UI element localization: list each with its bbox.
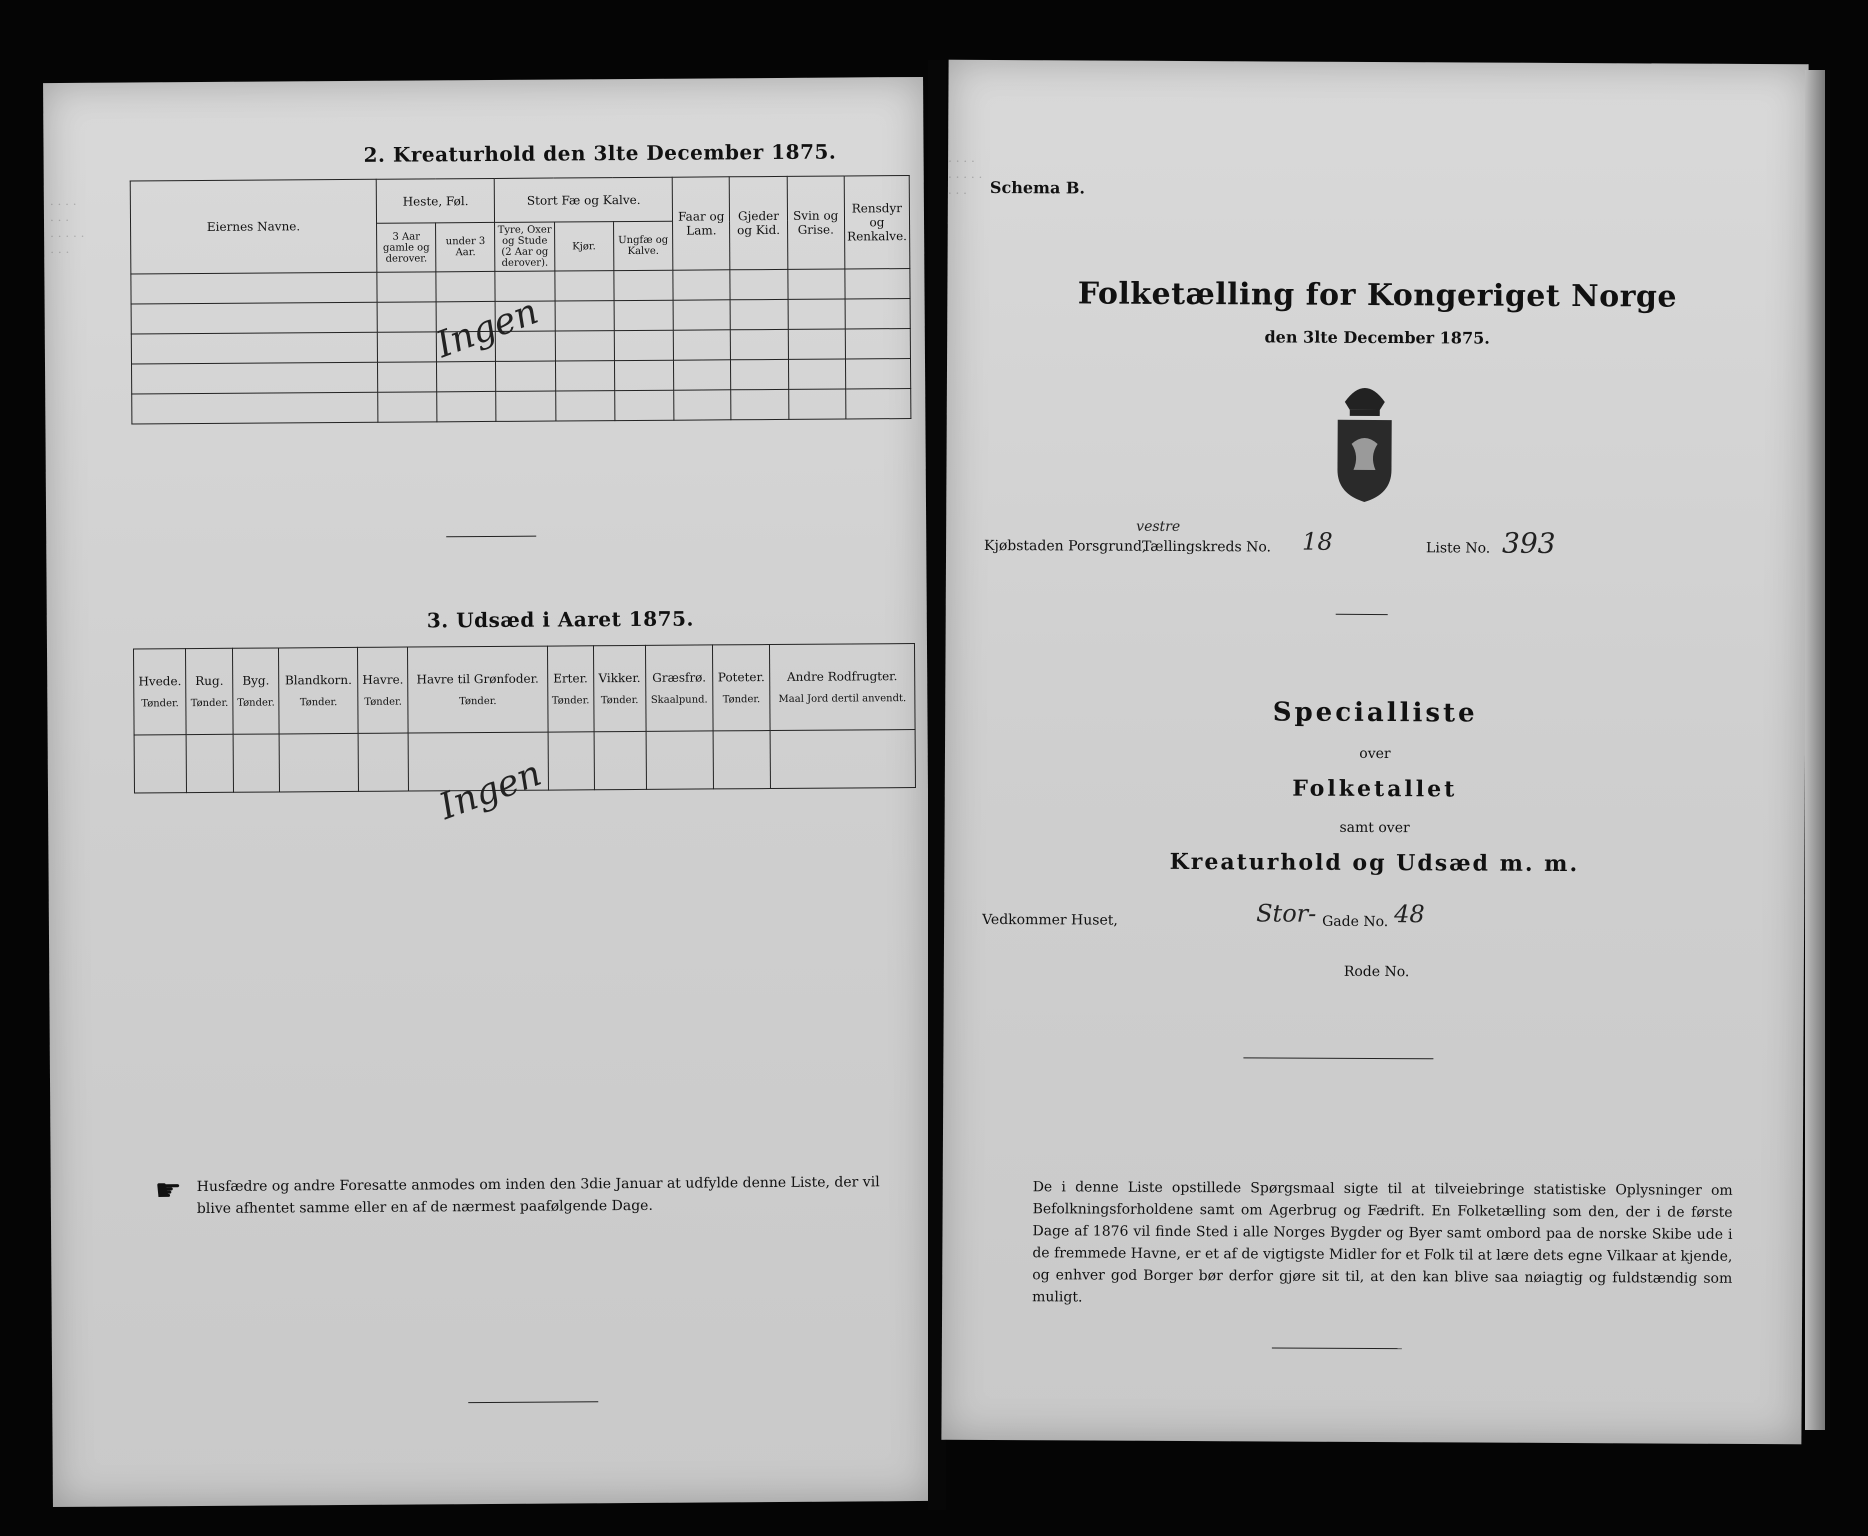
- seed-col-10: [769, 644, 915, 731]
- seed-col-9: [713, 645, 770, 731]
- seed-col-name: Vikker.: [598, 670, 641, 686]
- seed-col-name: Rug.: [195, 673, 224, 689]
- explanatory-paragraph: De i denne Liste opstillede Spørgsmaal sigte til at tilveiebringe statistiske Oplysninger om Befolkningsforholdene samt om Agerbrug og Fædrift. En Folketælling som den, der i de første Dage af 1876 vil finde Sted i alle Norges Bygder og Byer samt ombord paa de norske Skibe ude i de fremmede Havne, er et af de vigtigste Midler for et Folk til at lære dets egne Vilkaar at kjende, og enhver god Borger bør derfor gjøre sit til, at den kan blive saa nøiagtig og fuldstændig som muligt.: [1032, 1179, 1733, 1306]
- seed-cell: [646, 731, 714, 789]
- notice-text: Husfædre og andre Foresatte anmodes om inden den 3die Januar at udfylde denne Liste, der vil blive afhentet samme eller en af de nærmest paafølgende Dage.: [196, 1174, 880, 1218]
- seed-col-8: [645, 645, 713, 731]
- seed-col-unit: Tønder.: [190, 697, 229, 710]
- col-horses-adult: 3 Aar gamle og derover.: [377, 223, 437, 272]
- street-handwriting: Stor-: [1256, 899, 1317, 928]
- seed-col-unit: Tønder.: [237, 697, 275, 709]
- seed-col-name: Havre.: [362, 672, 404, 687]
- col-reindeer: Rensdyr og Renkalve.: [844, 176, 910, 269]
- section-3-title: 3. Udsæd i Aaret 1875.: [426, 606, 694, 633]
- seed-cell: [358, 733, 409, 791]
- seed-col-unit: Tønder.: [722, 694, 761, 706]
- seed-col-name: Havre til Grønfoder.: [416, 671, 539, 687]
- col-pigs: Svin og Grise.: [787, 176, 845, 269]
- col-sheep: Faar og Lam.: [672, 177, 730, 270]
- seed-col-unit: Tønder.: [364, 696, 402, 708]
- gade-number: 48: [1394, 900, 1425, 929]
- col-cows: Kjør.: [554, 222, 614, 271]
- seed-col-unit: Skaalpund.: [650, 694, 708, 706]
- samt-over-text: samt over: [1339, 819, 1410, 837]
- specialliste-heading: Specialliste: [1272, 697, 1478, 729]
- seed-col-unit: Tønder.: [600, 694, 639, 707]
- col-horses: Heste, Føl.: [376, 178, 495, 223]
- seed-col-name: Hvede.: [138, 674, 182, 689]
- vedkommer-label: Vedkommer Huset,: [982, 911, 1118, 929]
- col-cattle: Stort Fæ og Kalve.: [495, 177, 673, 222]
- seed-col-2: [232, 648, 279, 734]
- rode-label: Rode No.: [1343, 963, 1410, 981]
- liste-number: 393: [1502, 526, 1556, 560]
- col-horses-young: under 3 Aar.: [436, 222, 496, 271]
- divider: [1272, 1347, 1402, 1349]
- section-2-title: 2. Kreaturhold den 3lte December 1875.: [363, 139, 837, 167]
- seed-col-name: Græsfrø.: [652, 670, 707, 685]
- divider: [1336, 614, 1388, 615]
- seed-col-1: [186, 648, 233, 734]
- table-row: [132, 389, 911, 424]
- col-owner: Eiernes Navne.: [130, 179, 377, 274]
- folketallet-heading: Folketallet: [1292, 775, 1458, 803]
- col-young-cattle: Ungfæ og Kalve.: [613, 221, 673, 270]
- seed-col-unit: Tønder.: [299, 697, 338, 709]
- divider: [468, 1401, 598, 1403]
- seed-col-0: [133, 649, 186, 735]
- seed-col-unit: Tønder.: [459, 695, 497, 708]
- seed-col-3: [279, 647, 358, 734]
- seed-col-5: [408, 646, 548, 733]
- seed-col-4: [358, 647, 409, 733]
- col-bulls-oxen: Tyre, Oxer og Stude (2 Aar og derover).: [495, 222, 555, 271]
- seed-cell: [594, 731, 646, 789]
- seed-col-unit: Maal Jord dertil anvendt.: [778, 693, 907, 705]
- kreds-number: 18: [1302, 527, 1333, 556]
- livestock-handwriting: Ingen: [430, 290, 544, 367]
- schema-label: Schema B.: [989, 177, 1086, 198]
- kreds-label: Tællingskreds No.: [1142, 538, 1272, 556]
- kreds-prefix-handwriting: vestre: [1136, 518, 1181, 535]
- seed-cell: [186, 734, 233, 792]
- divider: [446, 536, 536, 538]
- page-edge: [1805, 70, 1825, 1430]
- seed-cell: [713, 731, 770, 789]
- seed-col-unit: Tønder.: [141, 698, 179, 710]
- left-page: [43, 77, 933, 1507]
- bleed-through-text: . . . . . . . . . . . . . . .: [49, 193, 85, 257]
- seed-cell: [279, 733, 358, 792]
- seed-col-6: [547, 646, 594, 732]
- bleed-through-text: . . . . . . . . . . . .: [947, 150, 983, 197]
- seed-cell: [770, 730, 915, 789]
- over-text: over: [1359, 745, 1391, 763]
- divider: [1243, 1057, 1433, 1059]
- seed-cell: [134, 735, 187, 793]
- seed-col-name: Poteter.: [717, 670, 765, 685]
- seed-col-unit: Tønder.: [551, 695, 590, 707]
- census-title: Folketælling for Kongeriget Norge: [1077, 276, 1678, 315]
- seed-col-name: Andre Rodfrugter.: [786, 669, 898, 684]
- gade-label: Gade No.: [1322, 913, 1389, 931]
- right-page: [941, 60, 1808, 1444]
- seed-col-name: Byg.: [242, 673, 270, 688]
- coat-of-arms-icon: [1329, 374, 1400, 504]
- liste-label: Liste No.: [1426, 540, 1491, 557]
- seed-cell: [233, 734, 280, 792]
- census-date: den 3lte December 1875.: [1264, 327, 1490, 348]
- col-goats: Gjeder og Kid.: [730, 176, 788, 269]
- seed-handwriting: Ingen: [434, 752, 547, 828]
- kjobstad-label: Kjøbstaden Porsgrund,: [984, 537, 1147, 555]
- seed-col-name: Erter.: [553, 671, 588, 686]
- seed-cell: [548, 732, 595, 790]
- pointing-hand-icon: ☛: [154, 1173, 182, 1209]
- seed-col-name: Blandkorn.: [284, 672, 352, 688]
- kreaturhold-heading: Kreaturhold og Udsæd m. m.: [1169, 848, 1580, 878]
- seed-col-7: [594, 645, 646, 731]
